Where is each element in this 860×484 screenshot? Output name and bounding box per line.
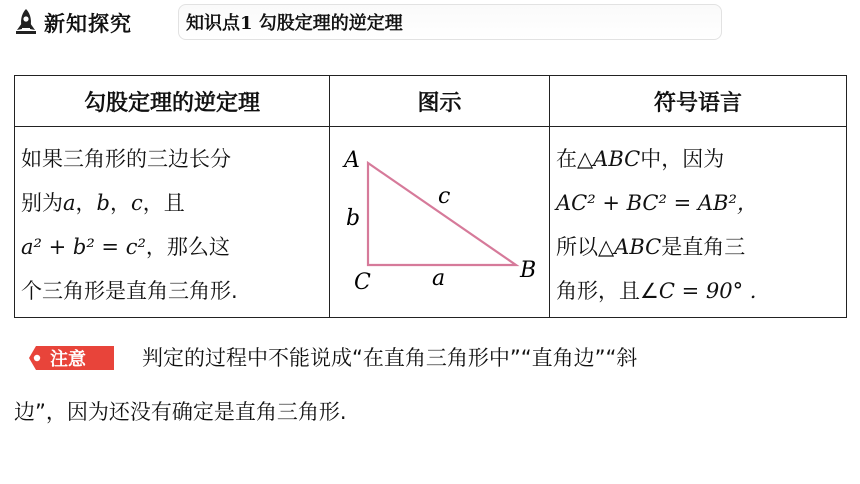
header-symbolic: 符号语言 <box>550 76 847 127</box>
figure-cell <box>330 127 550 318</box>
rocket-icon <box>14 8 38 36</box>
header-theorem: 勾股定理的逆定理 <box>15 76 330 127</box>
theorem-statement-cell <box>15 127 330 318</box>
note-badge-label: 注意 <box>50 349 86 370</box>
side-label-a: a <box>432 266 446 291</box>
symbolic-line-1: 在△ABC中，因为 <box>556 147 725 171</box>
pythagorean-formula: a² + b² = c² <box>21 235 146 259</box>
table-row <box>15 127 847 318</box>
symbolic-language-cell <box>550 127 847 318</box>
header-figure: 图示 <box>330 76 550 127</box>
vertex-label-c: C <box>354 270 371 295</box>
table-header-row <box>15 76 847 127</box>
header <box>0 0 860 44</box>
right-triangle-figure <box>330 127 550 313</box>
statement-line-3: a² + b² = c²，那么这 <box>21 235 230 259</box>
vertex-label-b: B <box>520 258 537 283</box>
statement-line-1: 如果三角形的三边长分 <box>21 147 231 171</box>
note-line-2: 边”，因为还没有确定是直角三角形. <box>14 400 347 424</box>
section-title: 新知探究 <box>44 11 132 36</box>
note-badge <box>28 343 118 373</box>
note-line-1: 判定的过程中不能说成“在直角三角形中”“直角边”“斜 <box>142 346 638 370</box>
side-label-c: c <box>438 184 451 209</box>
statement-line-4: 个三角形是直角三角形. <box>21 279 238 303</box>
statement-line-2: 别为a，b，c，且 <box>21 191 185 215</box>
vertex-label-a: A <box>344 148 360 173</box>
tag-hole-icon <box>34 355 40 361</box>
topic-title: 知识点1 勾股定理的逆定理 <box>186 13 403 34</box>
triangle-shape <box>368 163 516 265</box>
symbolic-line-2: AC² + BC² = AB²， <box>556 191 758 215</box>
symbolic-line-4: 角形，且∠C = 90° . <box>556 279 757 303</box>
side-label-b: b <box>346 206 361 231</box>
theorem-table <box>14 75 847 318</box>
symbolic-line-3: 所以△ABC是直角三 <box>556 235 746 259</box>
